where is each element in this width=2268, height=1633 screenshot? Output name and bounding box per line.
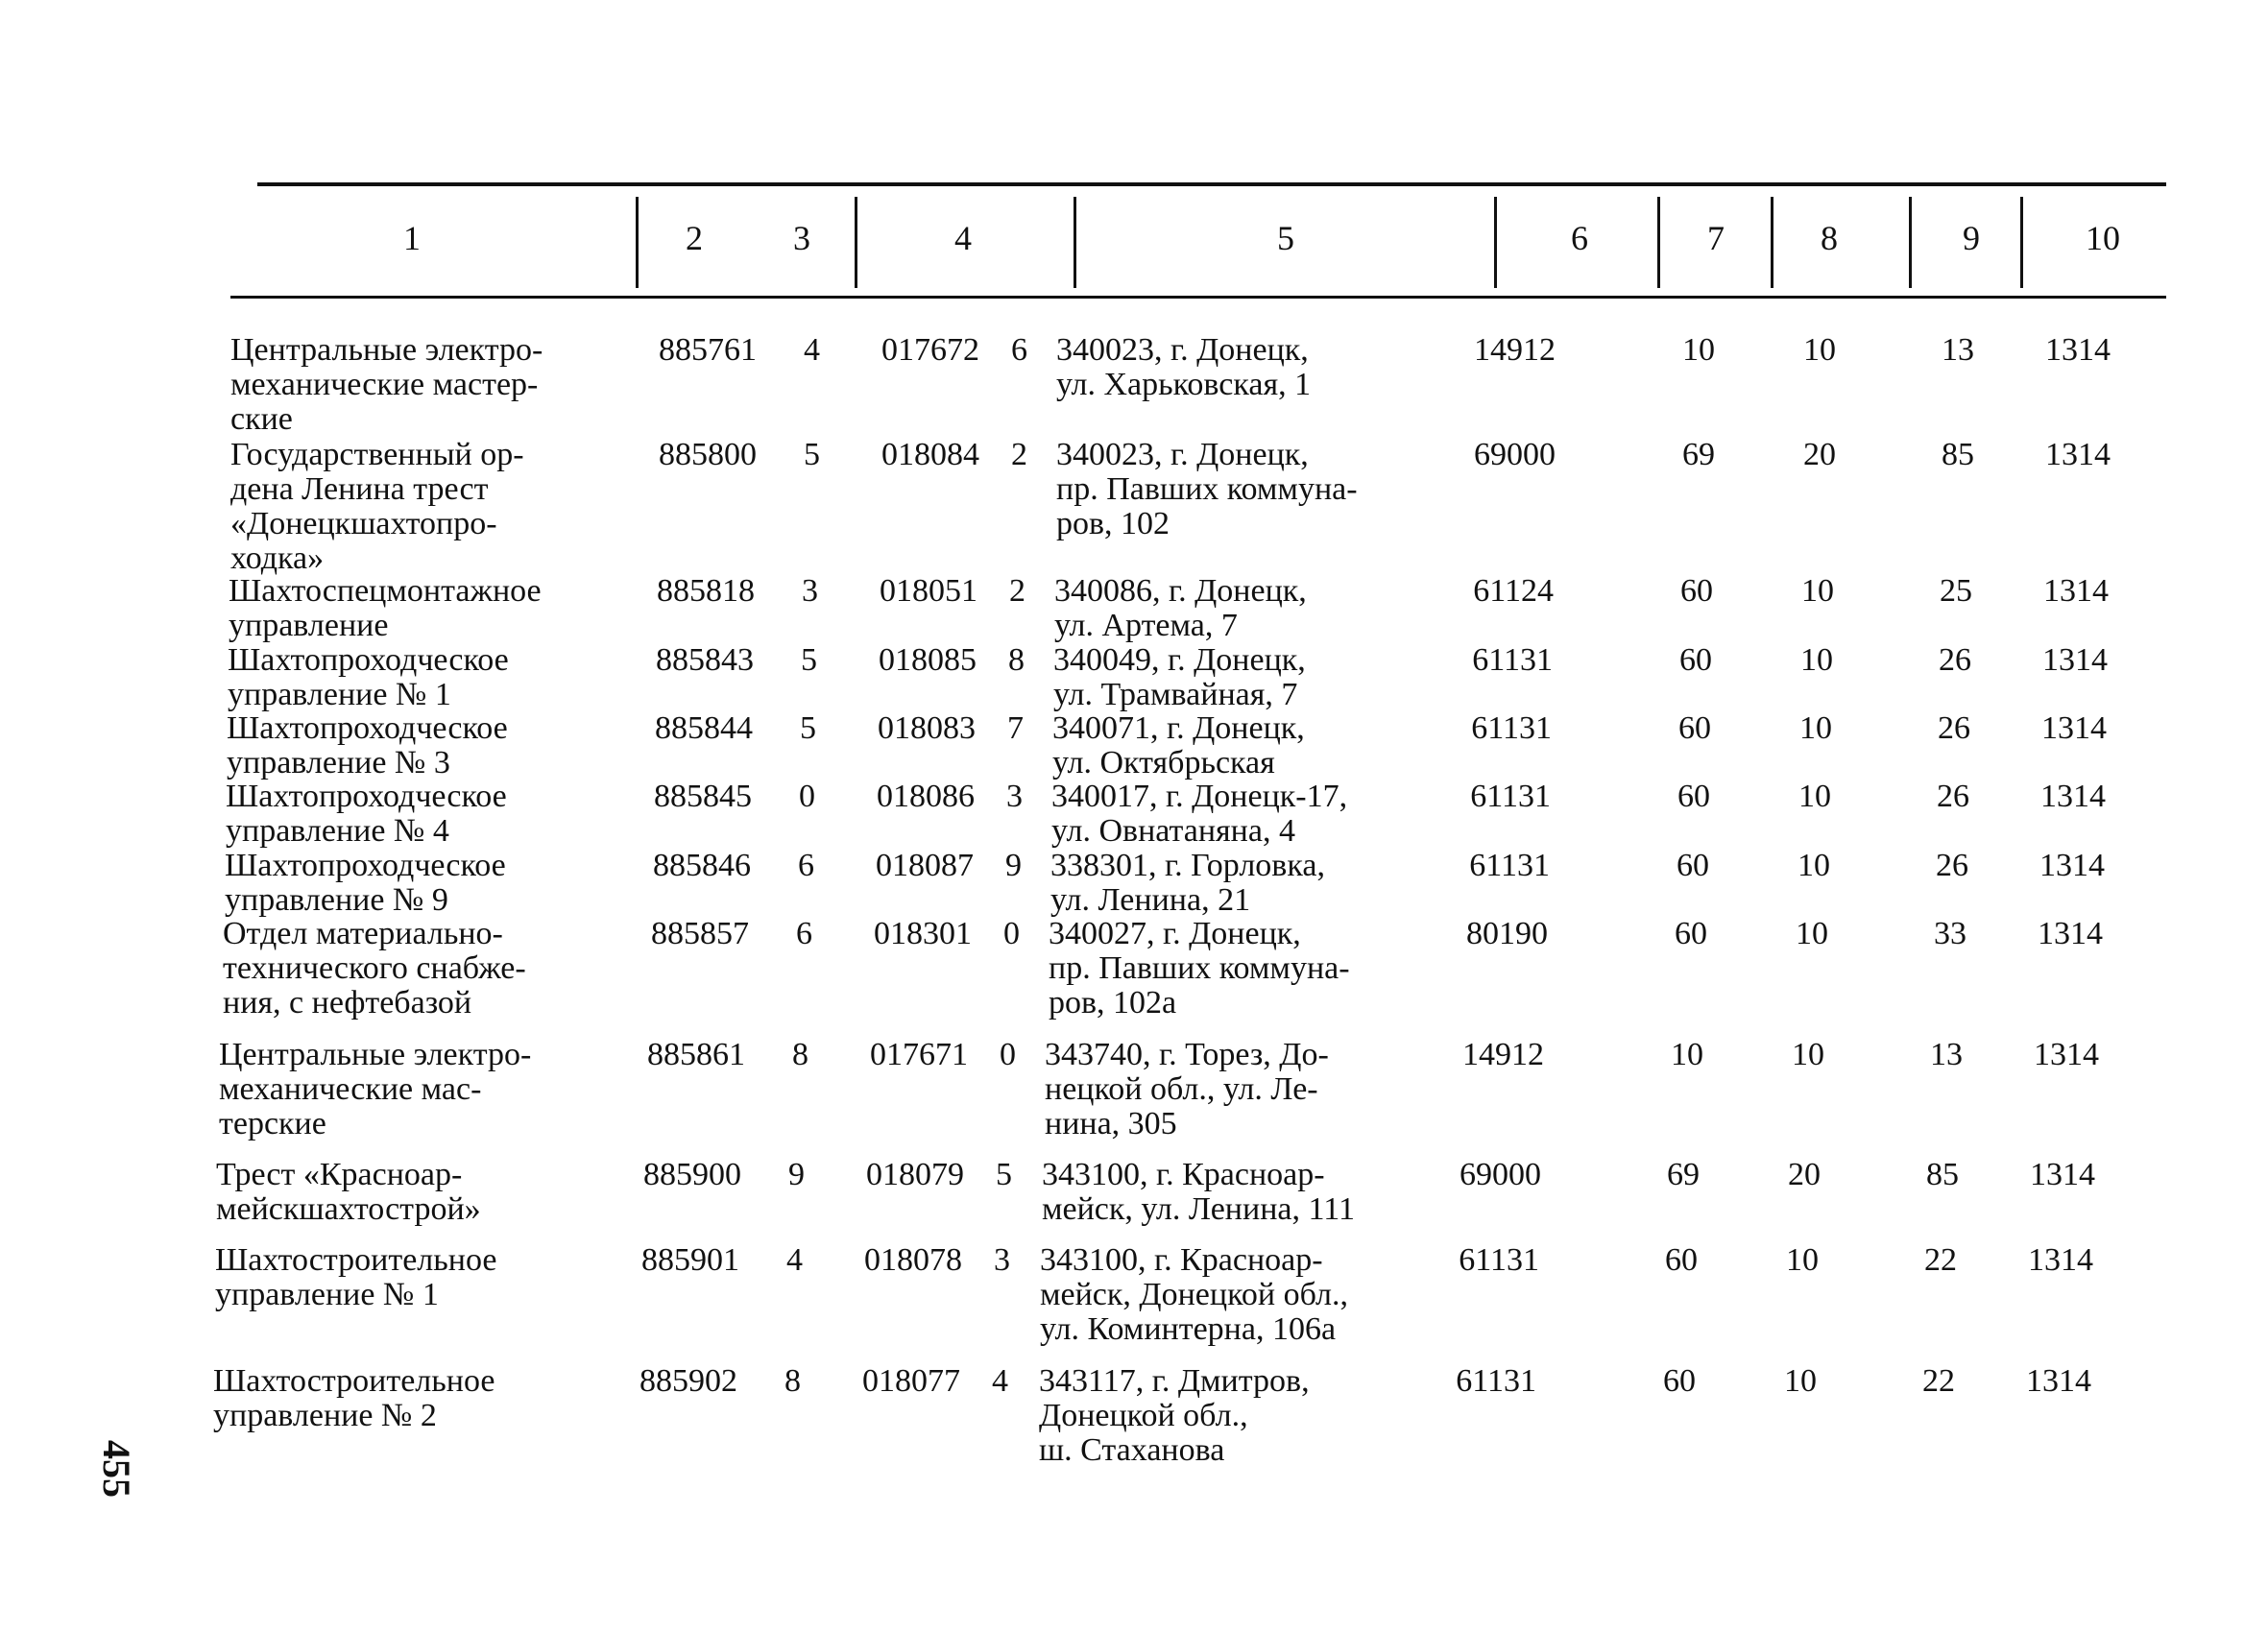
code-6: 61131 — [1456, 1363, 1536, 1399]
address: 343740, г. Торез, До- нецкой обл., ул. Ле- нина, 305 — [1045, 1037, 1329, 1141]
org-name: Шахтостроительное управление № 1 — [215, 1242, 497, 1312]
code-2: 885900 — [643, 1157, 741, 1192]
org-name: Шахтопроходческое управление № 1 — [228, 642, 509, 712]
code-7: 69 — [1682, 437, 1715, 472]
code-8: 20 — [1803, 437, 1836, 472]
address: 338301, г. Горловка, ул. Ленина, 21 — [1050, 848, 1325, 918]
code-4: 018084 — [881, 437, 979, 472]
code-10: 1314 — [2045, 332, 2111, 368]
code-7: 69 — [1667, 1157, 1700, 1192]
code-8: 10 — [1803, 332, 1836, 368]
code-4-check: 0 — [1000, 1037, 1016, 1072]
code-7: 10 — [1671, 1037, 1703, 1072]
code-8: 10 — [1801, 573, 1834, 609]
org-name: Центральные электро- механические мас- терские — [219, 1037, 532, 1141]
org-name: Шахтоспецмонтажное управление — [229, 573, 542, 643]
column-header-1: 1 — [403, 219, 421, 257]
column-header-4: 4 — [954, 219, 972, 257]
code-4-check: 4 — [992, 1363, 1008, 1399]
code-8: 10 — [1800, 642, 1833, 678]
code-4-check: 5 — [996, 1157, 1012, 1192]
code-2: 885844 — [655, 710, 753, 746]
code-4: 017671 — [870, 1037, 968, 1072]
code-8: 10 — [1792, 1037, 1824, 1072]
code-10: 1314 — [2041, 710, 2107, 746]
header-separator — [1657, 197, 1660, 288]
header-separator — [636, 197, 639, 288]
code-6: 61131 — [1459, 1242, 1539, 1278]
header-separator — [1074, 197, 1076, 288]
code-4: 018079 — [866, 1157, 964, 1192]
code-7: 60 — [1675, 916, 1707, 951]
code-6: 69000 — [1460, 1157, 1541, 1192]
org-name: Шахтопроходческое управление № 9 — [225, 848, 506, 918]
header-separator — [2020, 197, 2023, 288]
code-4: 018083 — [878, 710, 976, 746]
code-9: 13 — [1942, 332, 1974, 368]
code-2: 885902 — [639, 1363, 737, 1399]
code-10: 1314 — [2034, 1037, 2099, 1072]
code-7: 60 — [1663, 1363, 1696, 1399]
address: 343100, г. Красноар- мейск, ул. Ленина, 111 — [1042, 1157, 1355, 1227]
code-4-check: 3 — [994, 1242, 1010, 1278]
code-4: 018086 — [877, 779, 975, 814]
code-7: 60 — [1665, 1242, 1698, 1278]
code-2: 885845 — [654, 779, 752, 814]
code-4: 018077 — [862, 1363, 960, 1399]
code-3: 8 — [792, 1037, 808, 1072]
code-3: 0 — [799, 779, 815, 814]
code-4-check: 9 — [1005, 848, 1022, 883]
code-9: 26 — [1939, 642, 1971, 678]
column-header-2: 2 — [686, 219, 703, 257]
code-9: 22 — [1924, 1242, 1957, 1278]
column-header-9: 9 — [1963, 219, 1980, 257]
code-4: 018051 — [880, 573, 977, 609]
table-header-bottom-rule — [230, 296, 2166, 299]
code-6: 69000 — [1474, 437, 1556, 472]
code-4: 018087 — [876, 848, 974, 883]
code-9: 13 — [1930, 1037, 1963, 1072]
header-separator — [855, 197, 857, 288]
code-3: 6 — [796, 916, 812, 951]
code-6: 14912 — [1474, 332, 1556, 368]
code-4-check: 2 — [1011, 437, 1027, 472]
code-3: 4 — [804, 332, 820, 368]
code-8: 20 — [1788, 1157, 1821, 1192]
code-6: 61131 — [1469, 848, 1550, 883]
code-3: 6 — [798, 848, 814, 883]
code-3: 5 — [801, 642, 817, 678]
header-separator — [1909, 197, 1912, 288]
org-name: Трест «Красноар- мейскшахтострой» — [216, 1157, 481, 1227]
code-9: 22 — [1922, 1363, 1955, 1399]
code-6: 61131 — [1470, 779, 1551, 814]
code-7: 60 — [1680, 573, 1713, 609]
column-header-8: 8 — [1821, 219, 1838, 257]
code-9: 85 — [1942, 437, 1974, 472]
column-header-6: 6 — [1571, 219, 1588, 257]
org-name: Отдел материально- технического снабже- ния, с нефтебазой — [223, 916, 526, 1021]
code-10: 1314 — [2043, 573, 2109, 609]
code-10: 1314 — [2026, 1363, 2091, 1399]
code-7: 60 — [1679, 642, 1712, 678]
code-10: 1314 — [2039, 848, 2105, 883]
code-9: 26 — [1938, 710, 1970, 746]
code-9: 26 — [1936, 848, 1968, 883]
code-7: 60 — [1678, 710, 1711, 746]
code-8: 10 — [1786, 1242, 1819, 1278]
code-9: 85 — [1926, 1157, 1959, 1192]
code-10: 1314 — [2045, 437, 2111, 472]
column-header-7: 7 — [1707, 219, 1725, 257]
code-10: 1314 — [2040, 779, 2106, 814]
address: 340049, г. Донецк, ул. Трамвайная, 7 — [1053, 642, 1306, 712]
column-header-3: 3 — [793, 219, 810, 257]
org-name: Шахтостроительное управление № 2 — [213, 1363, 495, 1433]
code-4: 018078 — [864, 1242, 962, 1278]
code-4-check: 7 — [1007, 710, 1024, 746]
code-9: 33 — [1934, 916, 1966, 951]
code-2: 885843 — [656, 642, 754, 678]
code-3: 8 — [784, 1363, 801, 1399]
code-4-check: 3 — [1006, 779, 1023, 814]
code-2: 885761 — [659, 332, 757, 368]
code-8: 10 — [1784, 1363, 1817, 1399]
address: 340071, г. Донецк, ул. Октябрьская — [1052, 710, 1305, 780]
code-10: 1314 — [2038, 916, 2103, 951]
code-7: 10 — [1682, 332, 1715, 368]
address: 340023, г. Донецк, ул. Харьковская, 1 — [1056, 332, 1312, 402]
code-8: 10 — [1798, 848, 1830, 883]
code-6: 80190 — [1466, 916, 1548, 951]
code-7: 60 — [1677, 848, 1709, 883]
code-6: 14912 — [1462, 1037, 1544, 1072]
code-4: 018301 — [874, 916, 972, 951]
code-8: 10 — [1796, 916, 1828, 951]
column-header-10: 10 — [2086, 219, 2120, 257]
code-2: 885800 — [659, 437, 757, 472]
address: 340027, г. Донецк, пр. Павших коммуна- ров, 102а — [1049, 916, 1350, 1021]
org-name: Государственный ор- дена Ленина трест «Донецкшахтопро- ходка» — [230, 437, 524, 576]
page-number: 455 — [95, 1440, 138, 1498]
code-10: 1314 — [2030, 1157, 2095, 1192]
code-2: 885818 — [657, 573, 755, 609]
code-2: 885861 — [647, 1037, 745, 1072]
code-4: 018085 — [879, 642, 977, 678]
code-8: 10 — [1799, 710, 1832, 746]
org-name: Центральные электро- механические мастер- ские — [230, 332, 543, 437]
code-10: 1314 — [2042, 642, 2108, 678]
code-4: 017672 — [881, 332, 979, 368]
code-6: 61124 — [1473, 573, 1554, 609]
code-3: 5 — [804, 437, 820, 472]
header-separator — [1494, 197, 1497, 288]
code-9: 25 — [1940, 573, 1972, 609]
code-4-check: 8 — [1008, 642, 1025, 678]
org-name: Шахтопроходческое управление № 3 — [227, 710, 508, 780]
code-10: 1314 — [2028, 1242, 2093, 1278]
code-6: 61131 — [1471, 710, 1552, 746]
code-7: 60 — [1677, 779, 1710, 814]
code-3: 3 — [802, 573, 818, 609]
code-3: 9 — [788, 1157, 805, 1192]
column-header-5: 5 — [1277, 219, 1294, 257]
code-3: 4 — [786, 1242, 803, 1278]
code-2: 885846 — [653, 848, 751, 883]
table-top-rule — [257, 182, 2166, 186]
code-4-check: 2 — [1009, 573, 1025, 609]
code-4-check: 0 — [1003, 916, 1020, 951]
code-8: 10 — [1798, 779, 1831, 814]
code-6: 61131 — [1472, 642, 1553, 678]
header-separator — [1771, 197, 1773, 288]
code-4-check: 6 — [1011, 332, 1027, 368]
address: 343100, г. Красноар- мейск, Донецкой обл., ул. Коминтерна, 106а — [1040, 1242, 1348, 1347]
address: 340086, г. Донецк, ул. Артема, 7 — [1054, 573, 1307, 643]
address: 340023, г. Донецк, пр. Павших коммуна- ров, 102 — [1056, 437, 1358, 541]
org-name: Шахтопроходческое управление № 4 — [226, 779, 507, 849]
code-2: 885857 — [651, 916, 749, 951]
address: 340017, г. Донецк-17, ул. Овнатаняна, 4 — [1051, 779, 1348, 849]
code-2: 885901 — [641, 1242, 739, 1278]
code-3: 5 — [800, 710, 816, 746]
code-9: 26 — [1937, 779, 1969, 814]
address: 343117, г. Дмитров, Донецкой обл., ш. Стаханова — [1039, 1363, 1310, 1468]
